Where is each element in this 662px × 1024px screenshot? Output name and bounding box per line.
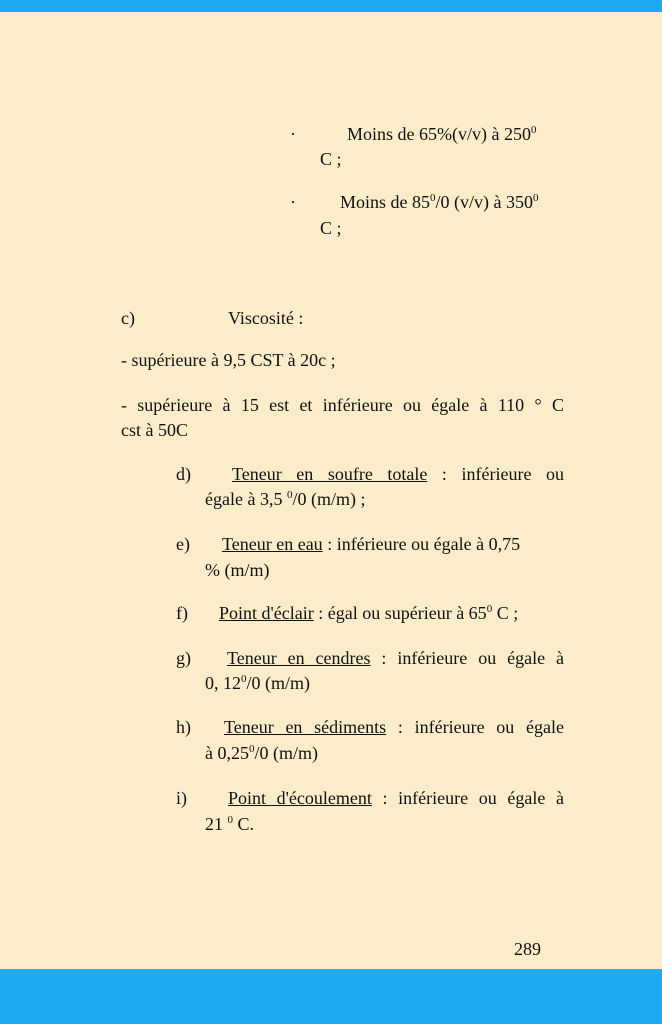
paragraph-line: - supérieure à 15 est et inférieure ou égale à 110 ° C — [121, 395, 564, 415]
bullet-text: Moins de 65%(v/v) à $250^0$ — [347, 124, 537, 144]
item-text-cont: égale à 3,5 $^0$/0 (m/m) ; — [205, 489, 366, 509]
item-text: Teneur en cendres : inférieure ou égale à — [227, 648, 564, 668]
bullet-text-cont: C ; — [320, 149, 342, 169]
paragraph-line: - supérieure à 9,5 CST à 20c ; — [121, 350, 336, 370]
item-label: f) — [176, 603, 188, 623]
item-label: d) — [176, 464, 191, 484]
item-text: Teneur en sédiments : inférieure ou égale — [224, 717, 564, 737]
item-text-cont: % (m/m) — [205, 560, 270, 580]
bullet-text-cont: C ; — [320, 218, 342, 238]
top-bar — [0, 0, 662, 12]
item-text-cont: 0, $12^0/0$ (m/m) — [205, 673, 310, 693]
item-label: e) — [176, 534, 190, 554]
section-label: c) — [121, 308, 135, 328]
item-label: h) — [176, 717, 191, 737]
bullet-text: Moins de $85^0/0$ (v/v) à $350^0$ — [340, 192, 539, 212]
page-number: 289 — [514, 939, 541, 959]
bullet-mark: · — [290, 124, 296, 144]
item-text-cont: à 0,25$^0$/0 (m/m) — [205, 743, 318, 763]
bullet-mark: · — [290, 192, 296, 212]
item-text: Teneur en eau : inférieure ou égale à 0,75 — [222, 534, 521, 554]
item-text: Point d'écoulement : inférieure ou égale à — [228, 788, 564, 808]
item-label: i) — [176, 788, 187, 808]
item-text: Teneur en soufre totale : inférieure ou — [232, 464, 564, 484]
item-text-cont: 21 $^0$ C. — [205, 814, 255, 834]
item-label: g) — [176, 648, 191, 668]
paragraph-line: cst à 50C — [121, 420, 188, 440]
item-text: Point d'éclair : égal ou supérieur à $65^0$ C ; — [219, 603, 519, 623]
section-title: Viscosité : — [228, 308, 304, 328]
bottom-bar — [0, 969, 662, 1024]
